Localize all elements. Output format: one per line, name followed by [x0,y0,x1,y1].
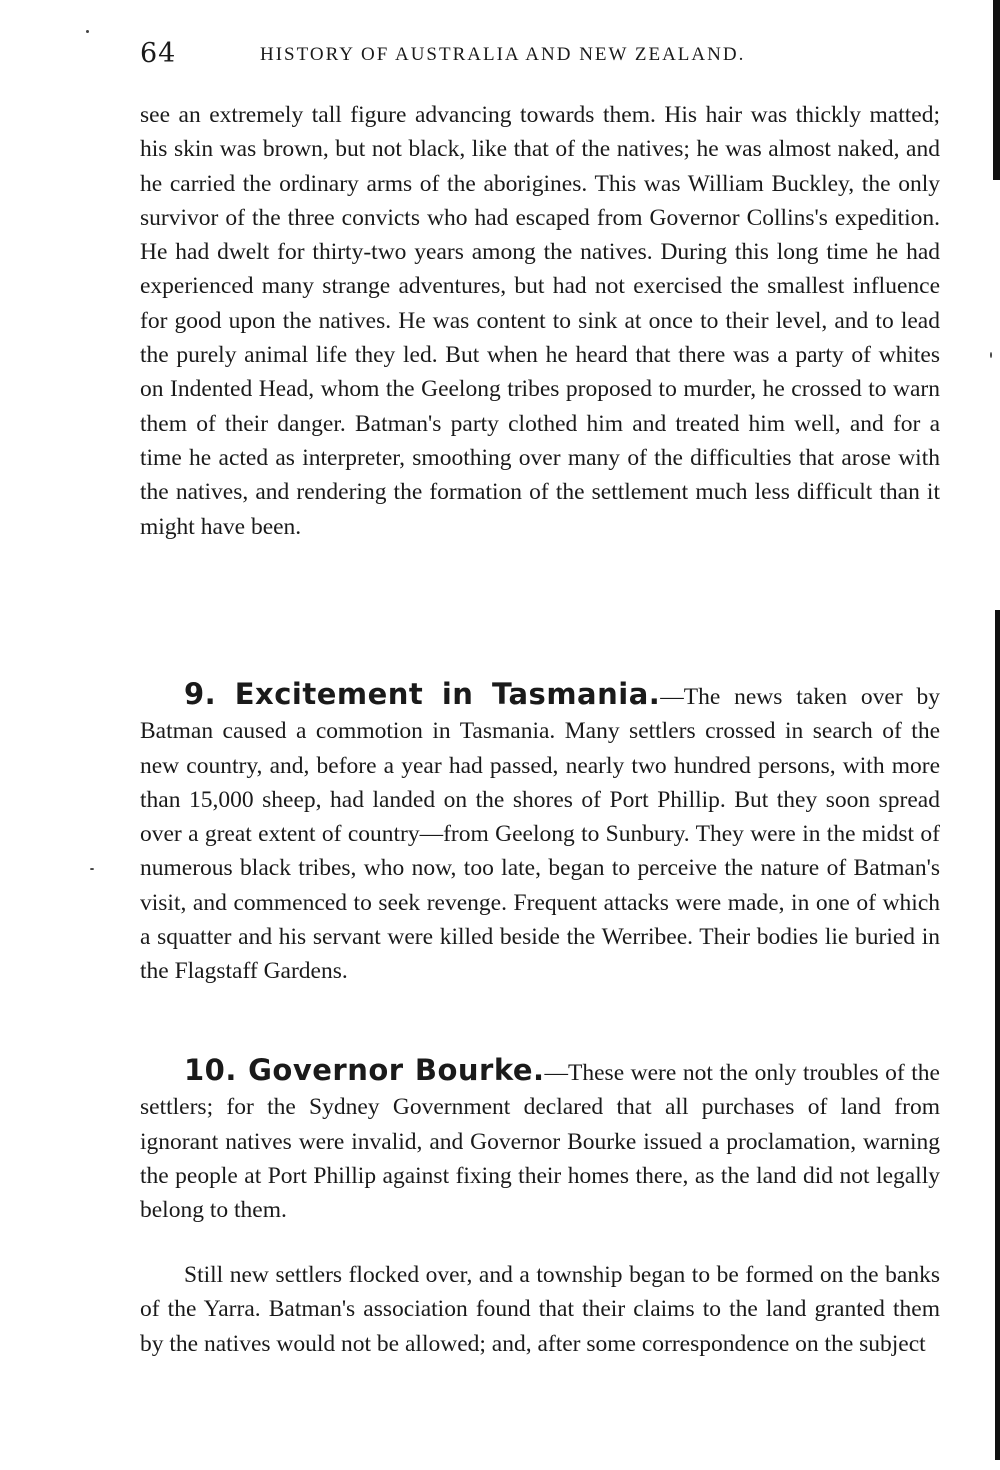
page-header [140,36,940,76]
section-heading-tasmania: 9. Excitement in Tasmania. [184,677,661,711]
scan-edge-shadow-top [993,0,1000,180]
scan-edge-shadow-bottom [995,610,1000,1460]
section-heading-bourke: 10. Governor Bourke. [184,1053,545,1087]
running-head: HISTORY OF AUSTRALIA AND NEW ZEALAND. [260,44,746,65]
scan-speck [86,30,89,33]
section-9-body: —The news taken over by Batman caused a commotion in Tasmania. Many settlers crossed in search of the new country, and, before a year had passed, nearly two hundred persons, with more than 15,000 sheep, had landed on the shores of Port Phillip. But they soon spread over a great extent of country—from Geelong to Sunbury. They were in the midst of numerous black tribes, who now, too late, began to perceive the nature of Batman's visit, and commenced to seek revenge. Frequent attacks were made, in one of which a squatter and his servant were killed beside the Werribee. Their bodies lie buried in the Flagstaff Gardens. [140,684,940,985]
page-number: 64 [140,38,177,69]
scan-speck [990,352,992,358]
section-9-paragraph [140,677,940,989]
section-10-paragraph [140,1053,940,1227]
paragraph-buckley: see an extremely tall figure advancing towards them. His hair was thickly matted; his skin was brown, but not black, like that of the natives; he was almost naked, and he carried the ordinary arms of the aborigines. This was William Buckley, the only survivor of the three convicts who had escaped from Governor Collins's expedition. He had dwelt for thirty-two years among the natives. During this long time he had experienced many strange adventures, but had not exercised the smallest influence for good upon the natives. He was content to sink at once to their level, and to lead the purely animal life they led. But when he heard that there was a party of whites on Indented Head, whom the Geelong tribes proposed to murder, he crossed to warn them of their danger. Batman's party clothed him and treated him well, and for a time he acted as interpreter, smoothing over many of the difficulties that arose with the natives, and rendering the formation of the settlement much less difficult than it might have been. [140,102,940,540]
section-10-body: —These were not the only troubles of the settlers; for the Sydney Government declared that all purchases of land from ignorant natives were invalid, and Governor Bourke issued a proclamation, warning the people at Port Phillip against fixing their homes there, as the land did not legally belong to them. [140,1060,940,1224]
paragraph-yarra-township: Still new settlers flocked over, and a township began to be formed on the banks of the Yarra. Batman's association found that their claims to the land granted them by the natives would not be allowed; and, after some correspondence on the subject [140,1262,940,1357]
scan-speck [90,868,94,870]
